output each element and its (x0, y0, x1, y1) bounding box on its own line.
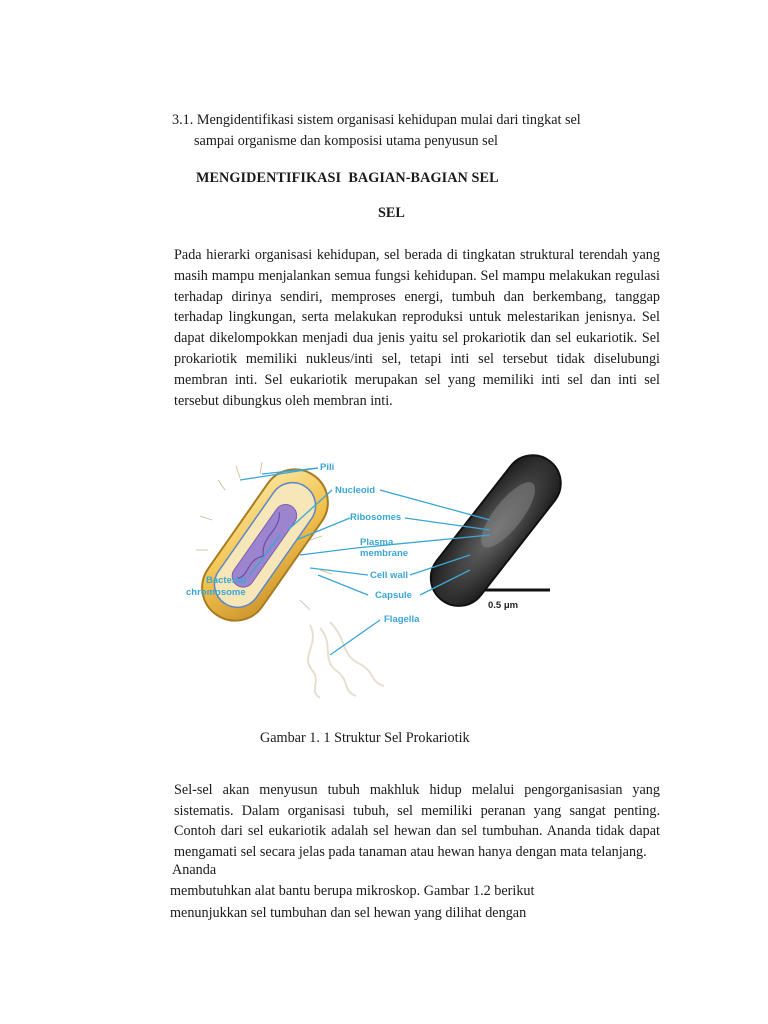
text-line-cells: menunjukkan sel tumbuhan dan sel hewan yang dilihat dengan (170, 905, 527, 921)
label-bacterial: Bacterial (206, 575, 247, 586)
text-line-ananda: Ananda (172, 862, 217, 878)
text-line-microscope: membutuhkan alat bantu berupa mikroskop. Gambar 1.2 berikut (170, 883, 535, 899)
label-plasma: Plasma (360, 537, 394, 548)
label-nucleoid: Nucleoid (335, 485, 376, 496)
objective-line-2: sampai organisme dan komposisi utama penyusun sel (194, 133, 498, 149)
label-flagella: Flagella (384, 614, 420, 625)
body-paragraph: Sel-sel akan menyusun tubuh makhluk hidup melalui pengorganisasian yang sistematis. Dalam organisasi tubuh, sel memiliki peranan yang sangat penting. Contoh dari sel eukariotik adalah sel hewan dan sel tumbuhan. Ananda tidak dapat mengamati sel secara jelas pada tanaman atau hewan hanya dengan mata telanjang. (174, 782, 660, 860)
label-ribosomes: Ribosomes (350, 512, 402, 523)
micrograph-cell (420, 450, 570, 617)
label-chromosome: chromosome (186, 587, 246, 598)
label-membrane: membrane (360, 548, 409, 559)
label-pili: Pili (320, 462, 335, 473)
bacterium-body (189, 456, 341, 633)
section-subheading: SEL (378, 205, 405, 221)
cell-diagram (170, 450, 570, 700)
section-heading: MENGIDENTIFIKASI BAGIAN-BAGIAN SEL (196, 170, 499, 186)
label-cell-wall: Cell wall (370, 570, 409, 581)
figure-caption: Gambar 1. 1 Struktur Sel Prokariotik (260, 730, 470, 746)
learning-objective (172, 110, 642, 152)
label-capsule: Capsule (375, 590, 412, 601)
prokaryotic-cell-figure (170, 450, 570, 700)
intro-paragraph: Pada hierarki organisasi kehidupan, sel berada di tingkatan struktural terendah yang masih mampu menjalankan semua fungsi kehidupan. Sel mampu melakukan regulasi terhadap dirinya sendiri, memproses energi, tumbuh dan berkembang, tanggap terhadap lingkungan, serta melakukan reproduksi untuk melestarikan jenisnya. Sel dapat dikelompokkan menjadi dua jenis yaitu sel prokariotik dan sel eukariotik. Sel prokariotik memiliki nukleus/inti sel, tetapi inti sel tersebut tidak diselubungi membran inti. Sel eukariotik merupakan sel yang memiliki inti sel dan inti sel tersebut dibungkus oleh membran inti. (174, 247, 660, 409)
flagella-strands (308, 622, 384, 698)
objective-line-1: 3.1. Mengidentifikasi sistem organisasi kehidupan mulai dari tingkat sel (172, 112, 581, 128)
label-scale: 0.5 μm (488, 600, 519, 611)
